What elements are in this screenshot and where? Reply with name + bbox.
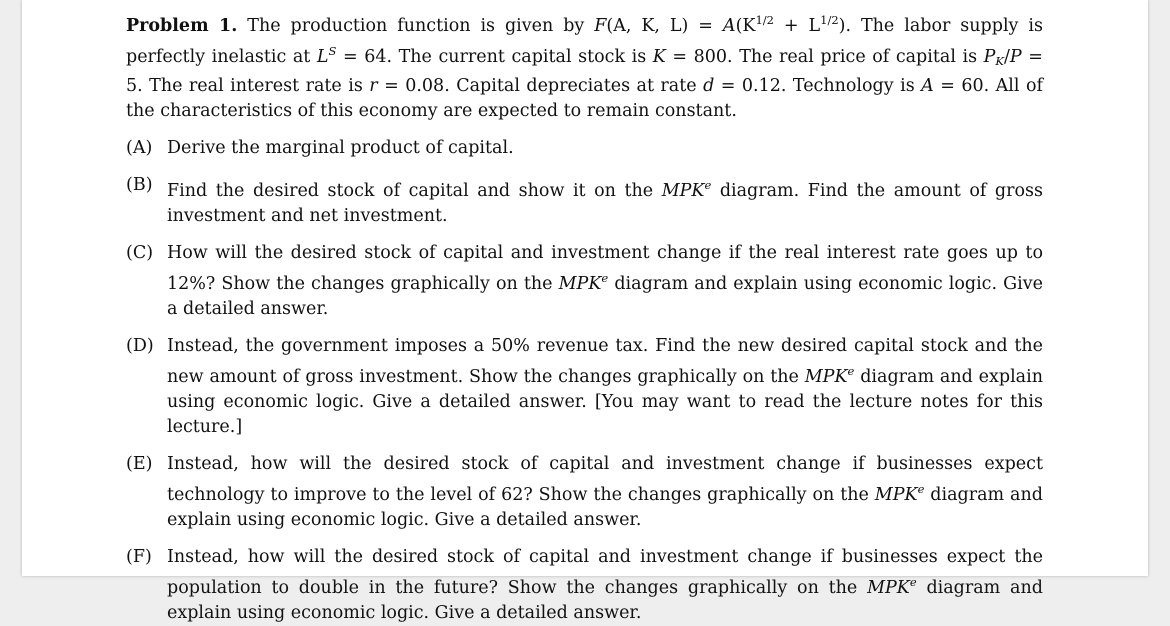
depreciation-value: d = 0.12. bbox=[703, 76, 787, 96]
problem-content bbox=[126, 8, 1043, 626]
intro-sentence-7: Technology is bbox=[792, 76, 915, 96]
intro-sentence-5: The real interest rate is bbox=[149, 76, 363, 96]
part-text-continued: diagram and explain using economic logic. Give a detailed answer. [You may want to read the lecture notes for this lecture.] bbox=[167, 367, 1043, 437]
mpk-symbol: MPK$^e$ bbox=[874, 482, 925, 505]
part-label: (C) bbox=[126, 243, 154, 263]
part-text-continued: diagram and explain using economic logic. Give a detailed answer. bbox=[167, 578, 1043, 623]
part-f bbox=[126, 545, 1043, 626]
part-label: (B) bbox=[126, 175, 153, 195]
intro-sentence-4: The real price of capital is bbox=[739, 47, 978, 67]
mpk-symbol: MPK$^e$ bbox=[558, 271, 609, 294]
part-text-continued: diagram and explain using economic logic. Give a detailed answer. bbox=[167, 485, 1043, 530]
part-text: How will the desired stock of capital and investment change if the real interest rate goes up to 12%? Show the changes graphically on the bbox=[167, 243, 1043, 294]
part-text: Find the desired stock of capital and show it on the bbox=[167, 181, 654, 201]
capital-price-value: PK/P = 5. bbox=[126, 47, 1043, 96]
part-label: (D) bbox=[126, 336, 154, 356]
part-text-continued: diagram and explain using economic logic. Give a detailed answer. bbox=[167, 274, 1043, 319]
part-b bbox=[126, 173, 1043, 229]
mpk-symbol: MPK$^e$ bbox=[867, 575, 917, 598]
interest-rate-value: r = 0.08. bbox=[369, 76, 450, 96]
part-label: (F) bbox=[126, 547, 152, 567]
part-label: (A) bbox=[126, 138, 153, 158]
intro-sentence-8: All of the characteristics of this economy are expected to remain constant. bbox=[126, 76, 1043, 121]
part-text: Instead, how will the desired stock of capital and investment change if businesses expect technology to improve to the level of 62? Show the changes graphically on the bbox=[167, 454, 1043, 505]
part-text: Instead, how will the desired stock of capital and investment change if businesses expect the population to double in the future? Show the changes graphically on the bbox=[167, 547, 1043, 598]
problem-parts-list bbox=[126, 136, 1043, 626]
intro-sentence-2: The labor supply is perfectly inelastic at bbox=[126, 16, 1043, 67]
labor-supply-value: $L^S = 64$. bbox=[316, 44, 393, 67]
production-function: F(A, K, $L) = A(K^{1/2} + L^{1/2})$. bbox=[594, 13, 852, 36]
technology-value: A = 60. bbox=[921, 76, 990, 96]
part-text: Instead, the government imposes a 50% revenue tax. Find the new desired capital stock and the new amount of gross investment. Show the changes graphically on the bbox=[167, 336, 1043, 387]
part-a bbox=[126, 136, 1043, 161]
intro-sentence-6: Capital depreciates at rate bbox=[456, 76, 697, 96]
mpk-symbol: MPK$^e$ bbox=[804, 364, 855, 387]
problem-heading: Problem 1. bbox=[126, 16, 238, 36]
part-text: Derive the marginal product of capital. bbox=[167, 138, 514, 158]
document-page bbox=[22, 0, 1148, 623]
part-d bbox=[126, 334, 1043, 440]
intro-sentence-1: The production function is given by bbox=[247, 16, 585, 36]
problem-intro bbox=[126, 8, 1043, 124]
part-e bbox=[126, 452, 1043, 533]
part-text-continued: diagram. Find the amount of gross investment and net investment. bbox=[167, 181, 1043, 226]
intro-sentence-3: The current capital stock is bbox=[398, 47, 647, 67]
part-label: (E) bbox=[126, 454, 153, 474]
mpk-symbol: MPK$^e$ bbox=[661, 178, 712, 201]
capital-stock-value: K = 800. bbox=[652, 47, 733, 67]
part-c bbox=[126, 241, 1043, 322]
